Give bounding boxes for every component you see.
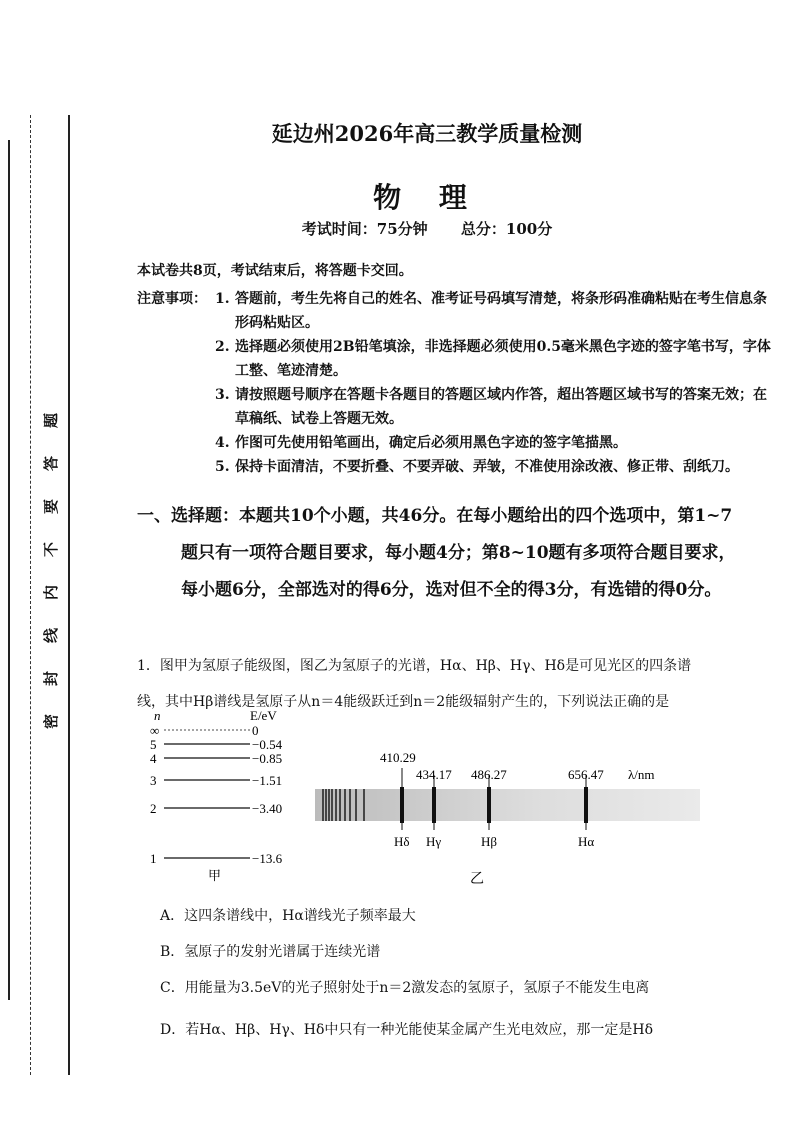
wavelength-label: 486.27 — [471, 767, 507, 782]
level-n-label: 5 — [150, 737, 157, 752]
seal-char: 不 — [42, 541, 61, 558]
spectrum-line-Hβ — [487, 787, 491, 823]
spectrum-line-name: Hα — [578, 834, 595, 849]
wavelength-label: 656.47 — [568, 767, 604, 782]
stem-line: 线，其中Hβ谱线是氢原子从n＝4能级跃迁到n＝2能级辐射产生的，下列说法正确的是 — [137, 694, 670, 710]
level-n-label: ∞ — [150, 723, 160, 738]
total-score: 总分：100分 — [460, 220, 553, 238]
wavelength-label: 410.29 — [380, 750, 416, 765]
seal-char: 内 — [42, 584, 61, 601]
section-heading — [137, 498, 777, 609]
level-energy-label: −3.40 — [252, 801, 283, 816]
option-d[interactable]: D．若Hα、Hβ、Hγ、Hδ中只有一种光能使某金属产生光电效应，那一定是Hδ — [160, 1022, 654, 1038]
seal-char: 答 — [42, 455, 61, 472]
level-n-label: 1 — [150, 851, 157, 866]
caption-jia: 甲 — [208, 868, 222, 883]
notice-block — [137, 287, 777, 479]
intro-text: 本试卷共8页，考试结束后，将答题卡交回。 — [137, 263, 413, 279]
option-b[interactable]: B．氢原子的发射光谱属于连续光谱 — [160, 944, 381, 960]
spectrum-band — [315, 789, 700, 821]
seal-dashed-line — [30, 115, 31, 1075]
caption-yi: 乙 — [470, 872, 484, 887]
spectrum-line-Hδ — [400, 787, 404, 823]
level-energy-label: 0 — [252, 723, 259, 738]
seal-char: 封 — [42, 670, 61, 687]
notice-item: 4. 作图可先使用铅笔画出，确定后必须用黑色字迹的签字笔描黑。 — [215, 435, 627, 451]
spectrum-line-name: Hβ — [481, 834, 498, 849]
notice-list — [215, 287, 777, 479]
level-energy-label: −13.6 — [252, 851, 283, 866]
seal-char: 密 — [42, 713, 61, 730]
option-a[interactable]: A．这四条谱线中，Hα谱线光子频率最大 — [160, 908, 416, 924]
section-line: 题只有一项符合题目要求，每小题4分；第8~10题有多项符合题目要求， — [181, 543, 736, 563]
option-c[interactable]: C．用能量为3.5eV的光子照射处于n＝2激发态的氢原子，氢原子不能发生电离 — [160, 980, 650, 996]
notice-item: 1. 答题前，考生先将自己的姓名、准考证号码填写清楚，将条形码准确粘贴在考生信息条形码粘贴区。 — [215, 291, 767, 331]
section-line: 每小题6分，全部选对的得6分，选对但不全的得3分，有选错的得0分。 — [181, 580, 722, 600]
hydrogen-spectrum — [315, 750, 700, 887]
exam-info — [0, 218, 794, 239]
seal-notice — [38, 410, 64, 732]
level-n-label: 4 — [150, 751, 157, 766]
seal-solid-line — [68, 115, 70, 1075]
seal-char: 线 — [42, 627, 61, 644]
energy-level-diagram — [150, 708, 283, 883]
spectrum-line-name: Hδ — [394, 834, 410, 849]
level-n-label: 3 — [150, 773, 157, 788]
spectrum-line-Hγ — [432, 787, 436, 823]
question-1-figure — [140, 700, 700, 890]
level-n-label: 2 — [150, 801, 157, 816]
level-energy-label: −0.85 — [252, 751, 283, 766]
wavelength-label: 434.17 — [416, 767, 452, 782]
spectrum-line-Hα — [584, 787, 588, 823]
notice-item: 2. 选择题必须使用2B铅笔填涂，非选择题必须使用0.5毫米黑色字迹的签字笔书写，字体工整、笔迹清楚。 — [215, 339, 771, 379]
binding-line — [8, 140, 10, 1000]
notice-item: 5. 保持卡面清洁，不要折叠、不要弄破、弄皱，不准使用涂改液、修正带、刮纸刀。 — [215, 459, 739, 475]
stem-line: 1．图甲为氢原子能级图，图乙为氢原子的光谱，Hα、Hβ、Hγ、Hδ是可见光区的四条谱 — [137, 658, 692, 674]
exam-time: 考试时间：75分钟 — [301, 220, 428, 238]
exam-title: 延边州2026年高三教学质量检测 — [271, 121, 583, 146]
section-line: 一、选择题：本题共10个小题，共46分。在每小题给出的四个选项中，第1~7 — [137, 506, 733, 526]
notice-item: 3. 请按照题号顺序在答题卡各题目的答题区域内作答，超出答题区域书写的答案无效；在草稿纸、试卷上答题无效。 — [215, 387, 767, 427]
notice-label: 注意事项： — [137, 291, 207, 307]
lambda-unit-label: λ/nm — [628, 767, 655, 782]
subject-title: 物 理 — [373, 181, 481, 214]
seal-char: 题 — [42, 412, 61, 429]
n-axis-label: n — [154, 708, 161, 723]
level-energy-label: −0.54 — [252, 737, 283, 752]
energy-axis-label: E/eV — [250, 708, 277, 723]
level-energy-label: −1.51 — [252, 773, 283, 788]
spectrum-line-name: Hγ — [426, 834, 442, 849]
seal-char: 要 — [42, 498, 61, 515]
